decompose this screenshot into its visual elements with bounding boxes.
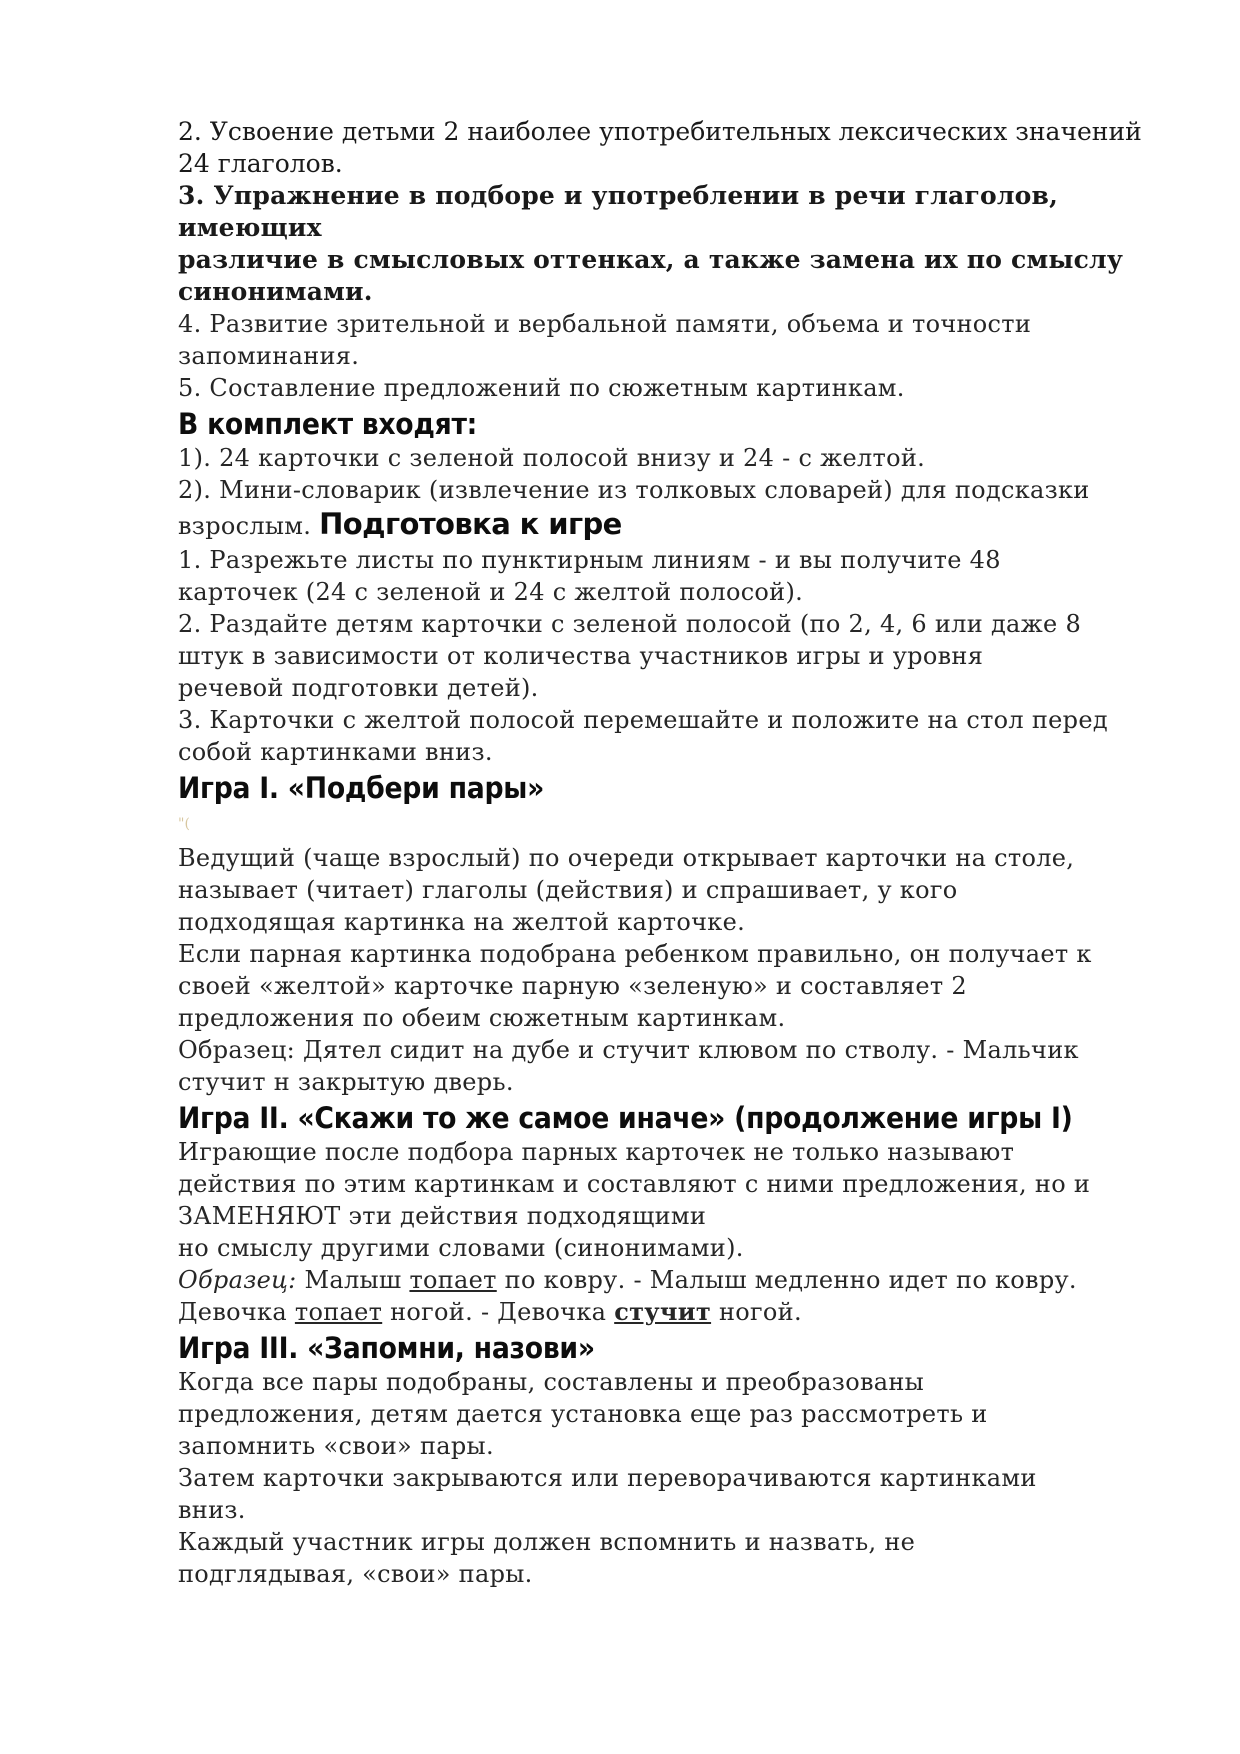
- kit-line-3-text: взрослым.: [178, 512, 320, 540]
- game-2-example-1: [178, 1264, 1178, 1296]
- preparation-line: 2. Раздайте детям карточки с зеленой полосой (по 2, 4, 6 или даже 8: [178, 610, 1082, 638]
- game-1-line: называет (читает) глаголы (действия) и спрашивает, у кого: [178, 876, 958, 904]
- game-3-line: Каждый участник игры должен вспомнить и назвать, не: [178, 1528, 916, 1556]
- game-1-line: Образец: Дятел сидит на дубе и стучит клювом по стволу. - Мальчик: [178, 1036, 1079, 1064]
- game-1-line: Если парная картинка подобрана ребенком правильно, он получает к: [178, 940, 1092, 968]
- preparation-line: штук в зависимости от количества участников игры и уровня: [178, 642, 984, 670]
- game-2-heading: Игра II. «Скажи то же самое иначе» (продолжение игры I): [178, 1101, 1073, 1135]
- game-1-line: своей «желтой» карточке парную «зеленую» и составляет 2: [178, 972, 967, 1000]
- example-text: ногой. - Девочка: [382, 1298, 615, 1326]
- underlined-verb: топает: [409, 1266, 497, 1294]
- game-1-body: [178, 842, 1178, 1098]
- game-3-line: предложения, детям дается установка еще раз рассмотреть и: [178, 1400, 988, 1428]
- game-3-line: Когда все пары подобраны, составлены и преобразованы: [178, 1368, 925, 1396]
- game-1-line: стучит н закрытую дверь.: [178, 1068, 514, 1096]
- game-1-line: Ведущий (чаще взрослый) по очереди открывает карточки на столе,: [178, 844, 1075, 872]
- preparation-heading: Подготовка к игре: [319, 507, 622, 541]
- preparation-line: 1. Разрежьте листы по пунктирным линиям - и вы получите 48: [178, 546, 1001, 574]
- example-text: Девочка: [178, 1298, 295, 1326]
- example-text: ногой.: [711, 1298, 802, 1326]
- game-3-line: запомнить «свои» пары.: [178, 1432, 494, 1460]
- goal-item-3-line-2: различие в смысловых оттенках, а также замена их по смыслу: [178, 245, 1124, 274]
- game-2-body: [178, 1136, 1178, 1328]
- example-text: по ковру. - Малыш медленно идет по ковру.: [496, 1266, 1077, 1294]
- game-3-body: [178, 1366, 1178, 1590]
- goal-item-2-line-1: 2. Усвоение детьми 2 наиболее употребительных лексических значений: [178, 117, 1142, 146]
- example-label: Образец:: [178, 1266, 297, 1294]
- game-3-heading: Игра III. «Запомни, назови»: [178, 1331, 595, 1365]
- game-1-line: предложения по обеим сюжетным картинкам.: [178, 1004, 786, 1032]
- kit-line-2: 2). Мини-словарик (извлечение из толковых словарей) для подсказки: [178, 476, 1090, 504]
- stray-mark: "(: [178, 816, 190, 832]
- kit-line-3: [178, 506, 1178, 544]
- kit-heading: В комплект входят:: [178, 407, 478, 441]
- preparation-steps: [178, 544, 1178, 768]
- game-2-line: ЗАМЕНЯЮТ эти действия подходящими: [178, 1202, 707, 1230]
- preparation-line: речевой подготовки детей).: [178, 674, 539, 702]
- game-2-line: Играющие после подбора парных карточек не только называют: [178, 1138, 1015, 1166]
- game-2-example-2: [178, 1296, 1178, 1328]
- game-1-heading: Игра I. «Подбери пары»: [178, 771, 545, 805]
- goal-item-5: 5. Составление предложений по сюжетным картинкам.: [178, 374, 905, 402]
- preparation-line: 3. Карточки с желтой полосой перемешайте и положите на стол перед: [178, 706, 1108, 734]
- underlined-verb: топает: [294, 1298, 383, 1326]
- bold-underlined-verb: стучит: [614, 1297, 712, 1326]
- goal-item-4-line-2: запоминания.: [178, 342, 360, 370]
- goal-item-3-line-1: 3. Упражнение в подборе и употреблении в речи глаголов, имеющих: [178, 181, 1059, 242]
- game-3-line: вниз.: [178, 1496, 246, 1524]
- game-2-line: действия по этим картинкам и составляют с ними предложения, но и: [178, 1170, 1091, 1198]
- example-text: Малыш: [296, 1266, 410, 1294]
- kit-line-1: 1). 24 карточки с зеленой полосой внизу и 24 - с желтой.: [178, 444, 926, 472]
- preparation-line: собой картинками вниз.: [178, 738, 493, 766]
- goal-item-3-line-3: синонимами.: [178, 277, 373, 306]
- game-3-line: Затем карточки закрываются или переворачиваются картинками: [178, 1464, 1037, 1492]
- game-1-line: подходящая картинка на желтой карточке.: [178, 908, 746, 936]
- preparation-line: карточек (24 с зеленой и 24 с желтой полосой).: [178, 578, 804, 606]
- document-page: [178, 116, 1178, 1590]
- game-3-line: подглядывая, «свои» пары.: [178, 1560, 533, 1588]
- goal-item-4-line-1: 4. Развитие зрительной и вербальной памяти, объема и точности: [178, 310, 1032, 338]
- game-2-line: но смыслу другими словами (синонимами).: [178, 1234, 744, 1262]
- goal-item-2-line-2: 24 глаголов.: [178, 149, 343, 178]
